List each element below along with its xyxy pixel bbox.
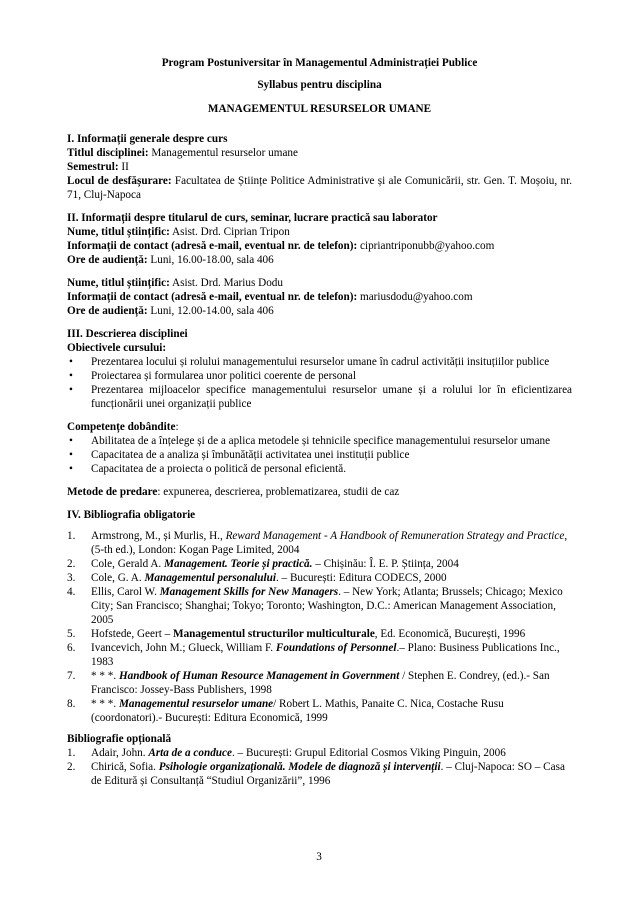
mandatory-bibliography-list [67,529,572,725]
entry-number: 2. [67,761,76,773]
entry-author: Ellis, Carol W. [91,586,160,598]
entry-author: * * *. [91,698,119,710]
entry-author: Cole, G. A. [91,572,145,584]
entry-title: Management. Teorie și practică. [164,558,313,570]
syllabus-subtitle: Syllabus pentru disciplina [257,79,382,91]
discipline-title-value: Managementul resurselor umane [148,147,298,159]
person-1-contact-label: Informații de contact (adresă e-mail, eventual nr. de telefon): [67,240,358,252]
teaching-methods-line [67,485,572,499]
entry-author: Cole, Gerald A. [91,558,165,570]
entry-number: 5. [67,628,76,640]
person-2-name-value: Asist. Drd. Marius Dodu [169,277,283,289]
list-item: • Abilitatea de a înțelege și de a aplica metodele și tehnicile specifice managementului resurselor umane [67,434,572,448]
bibliography-entry [67,529,572,557]
location-label: Locul de desfășurare: [67,175,172,187]
entry-publisher: – Chișinău: Î. E. P. Știința, 2004 [312,558,459,570]
entry-number: 2. [67,558,76,570]
entry-author: Hofstede, Geert – [91,628,174,640]
competencies-label: Competențe dobândite [67,421,176,433]
bibliography-entry [67,641,572,669]
entry-author: * * *. [91,670,119,682]
section-3-heading: III. Descrierea disciplinei [67,328,188,340]
entry-author: Chirică, Sofia. [91,761,159,773]
person-2-name-label: Nume, titlul științific: [67,277,170,289]
teaching-methods-label: Metode de predare [67,486,158,498]
entry-title: Foundations of Personnel [275,642,397,654]
location-line [67,174,572,202]
bibliography-entry [67,760,572,788]
optional-bibliography-heading: Bibliografie opțională [67,733,172,745]
entry-number: 6. [67,642,76,654]
entry-title: Psihologie organizațională. Modele de diagnoză și intervenții [158,761,441,773]
list-item: • Capacitatea de a analiza și îmbunătății activitatea unei instituții publice [67,448,572,462]
entry-title: Arta de a conduce [148,747,232,759]
bibliography-entry [67,669,572,697]
entry-number: 3. [67,572,76,584]
objectives-list [67,355,572,411]
teaching-methods-value: : expunerea, descrierea, problematizarea, studii de caz [157,486,400,498]
entry-publisher: . – Cluj-Napoca: SO – Casa de Editură și Consultanță “Studiul Organizării”, 1996 [91,761,565,787]
section-2-heading: II. Informații despre titularul de curs, seminar, lucrare practică sau laborator [67,212,438,224]
document-page [67,0,572,788]
person-1-name-label: Nume, titlul științific: [67,226,170,238]
semester-line [67,160,572,174]
entry-number: 7. [67,670,76,682]
person-1-name-line [67,225,572,239]
person-1-email: cipriantriponubb@yahoo.com [357,240,495,252]
person-1-hours-value: Luni, 16.00-18.00, sala 406 [147,254,274,266]
person-2-hours-line [67,304,572,318]
competencies-list [67,434,572,476]
entry-publisher: / Stephen E. Condrey, (ed.).- San Francisco: Jossey-Bass Publishers, 1998 [91,670,550,696]
entry-title: Reward Management - A Handbook of Remuneration Strategy and Practice [225,530,565,542]
entry-publisher: .– Plano: Business Publications Inc., 1983 [91,642,560,668]
bibliography-entry [67,571,572,585]
bibliography-entry [67,697,572,725]
entry-number: 4. [67,586,76,598]
person-1-contact-line [67,239,572,253]
list-item: • Capacitatea de a proiecta o politică de personal eficientă. [67,462,572,476]
entry-title: Managementul resurselor umane [118,698,274,710]
entry-publisher: . – New York; Atlanta; Brussels; Chicago; Mexico City; San Francisco; Shanghai; Tokyo; Toronto; Washington, D.C.: American Management Association, 2005 [91,586,563,626]
entry-number: 1. [67,530,76,542]
discipline-title-label: Titlul disciplinei: [67,147,149,159]
entry-publisher: . – București: Grupul Editorial Cosmos Viking Pinguin, 2006 [231,747,506,759]
entry-author: Armstrong, M., și Murlis, H., [91,530,226,542]
bibliography-entry [67,557,572,571]
page-number: 3 [316,851,322,863]
semester-label: Semestrul: [67,161,119,173]
location-value: Facultatea de Științe Politice Administrative și ale Comunicării, str. Gen. T. Moșoiu, nr. 71, Cluj-Napoca [67,175,572,201]
entry-author: Adair, John. [91,747,149,759]
semester-value: II [118,161,129,173]
entry-publisher: , (5-th ed.), London: Kogan Page Limited, 2004 [91,530,568,556]
person-1-hours-label: Ore de audiență: [67,254,148,266]
person-1-hours-line [67,253,572,267]
entry-title: Managementul structurilor multiculturale [173,628,375,640]
list-item: • Prezentarea mijloacelor specifice managementului resurselor umane și a rolului lor în eficientizarea funcționării unei organizații publice [67,383,572,411]
person-1-name-value: Asist. Drd. Ciprian Tripon [169,226,290,238]
competencies-heading [67,420,572,434]
list-item: • Prezentarea locului și rolului managementului resurselor umane în cadrul activității insituțiilor publice [67,355,572,369]
competencies-colon: : [175,421,179,433]
person-2-hours-label: Ore de audiență: [67,305,148,317]
list-item: • Proiectarea și formularea unor politici coerente de personal [67,369,572,383]
program-title: Program Postuniversitar în Managementul Administrației Publice [161,57,478,69]
optional-bibliography-list [67,746,572,788]
course-title: MANAGEMENTUL RESURSELOR UMANE [207,103,432,115]
objectives-label: Obiectivele cursului: [67,342,167,354]
entry-title: Handbook of Human Resource Management in Government [118,670,400,682]
entry-number: 8. [67,698,76,710]
entry-publisher: , Ed. Economică, București, 1996 [374,628,526,640]
bibliography-entry [67,746,572,760]
person-2-name-line [67,276,572,290]
entry-publisher: . – București: Editura CODECS, 2000 [275,572,447,584]
bibliography-entry [67,585,572,627]
person-2-email: mariusdodu@yahoo.com [357,291,473,303]
person-2-hours-value: Luni, 12.00-14.00, sala 406 [147,305,274,317]
person-2-contact-line [67,290,572,304]
entry-title: Management Skills for New Managers [159,586,339,598]
entry-title: Managementul personalului [144,572,276,584]
discipline-title-line [67,146,572,160]
person-2-contact-label: Informații de contact (adresă e-mail, eventual nr. de telefon): [67,291,358,303]
section-4-heading: IV. Bibliografia obligatorie [67,509,196,521]
entry-number: 1. [67,747,76,759]
entry-publisher: / Robert L. Mathis, Panaite C. Nica, Costache Rusu (coordonatori).- București: Editura Economică, 1999 [91,698,504,724]
bibliography-entry [67,627,572,641]
section-1-heading: I. Informații generale despre curs [67,133,228,145]
entry-author: Ivancevich, John M.; Glueck, William F. [91,642,276,654]
